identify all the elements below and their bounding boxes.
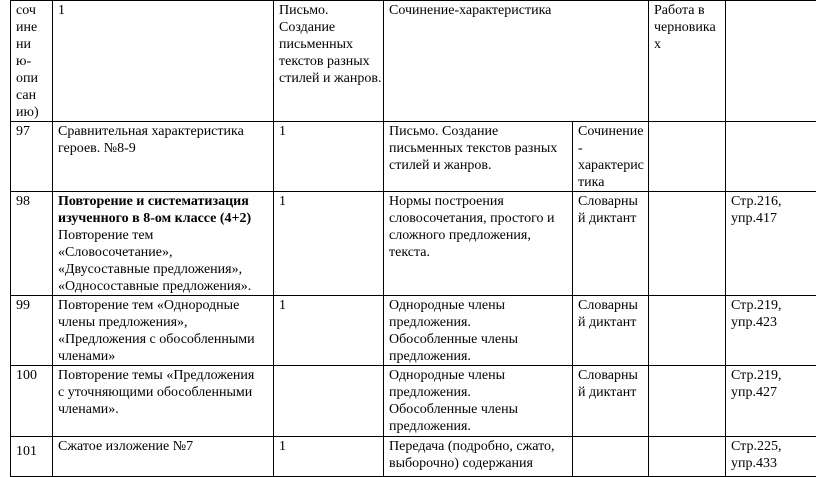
control-cell (573, 122, 649, 192)
cell-line: Повторение тем «Однородные (58, 297, 268, 314)
topic-cell (53, 437, 274, 477)
section-heading-line: изученного в 8-ом классе (4+2) (58, 210, 268, 227)
cell-line: предложения. (389, 314, 567, 331)
cell-line: соч (16, 2, 47, 19)
cell-line: характерис (578, 157, 643, 174)
cell-line: членами» (58, 348, 268, 365)
control-cell (573, 437, 649, 477)
lesson-number: 101 (16, 444, 37, 459)
cell-line: предложения. (389, 348, 567, 365)
cell-line: й диктант (578, 314, 643, 331)
content-cell (384, 122, 573, 192)
hours-cell (274, 192, 384, 296)
table-row (11, 1, 816, 122)
control-cell (649, 1, 726, 122)
cell-line: Стр.225, (731, 438, 815, 455)
lesson-number: 97 (16, 124, 30, 139)
cell-line: ине (16, 19, 47, 36)
hours-cell (274, 1, 384, 122)
cell-line: й диктант (578, 384, 643, 401)
cell-line: Нормы построения (389, 193, 567, 210)
table-row (11, 437, 816, 477)
table-row (11, 192, 816, 296)
cell-line: - (578, 140, 643, 157)
lesson-number-cell (11, 366, 53, 437)
cell-line: Словарны (578, 367, 643, 384)
topic-cell (53, 192, 274, 296)
cell-line: Стр.219, (731, 297, 815, 314)
lesson-plan-table (10, 0, 816, 477)
cell-line: Передача (подробно, сжато, (389, 438, 567, 455)
homework-cell (726, 366, 816, 437)
cell-line: черновика (654, 19, 720, 36)
cell-line: 1 (279, 123, 378, 140)
cell-line: Словарны (578, 297, 643, 314)
empty-cell (649, 437, 726, 477)
homework-cell (726, 296, 816, 366)
content-cell (384, 437, 573, 477)
empty-cell (649, 296, 726, 366)
cell-line: Обособленные члены (389, 401, 567, 418)
control-cell (573, 296, 649, 366)
topic-cell (53, 1, 274, 122)
cell-line: выборочно) содержания (389, 455, 567, 472)
cell-line: с уточняющими обособленными (58, 384, 268, 401)
content-cell (384, 1, 649, 122)
cell-line: предложения. (389, 384, 567, 401)
homework-cell (726, 122, 816, 192)
topic-cell (53, 296, 274, 366)
content-cell (384, 192, 573, 296)
cell-line: х (654, 36, 720, 53)
cell-line: й диктант (578, 210, 643, 227)
cell-line: упр.417 (731, 210, 815, 227)
control-cell (573, 192, 649, 296)
cell-line: ю- (16, 53, 47, 70)
lesson-number: 99 (16, 298, 30, 313)
cell-line: Стр.216, (731, 193, 815, 210)
hours-cell (274, 366, 384, 437)
cell-line: сложного предложения, (389, 227, 567, 244)
section-heading-line: Повторение и систематизация (58, 193, 268, 210)
cell-line: Повторение темы «Предложения (58, 367, 268, 384)
cell-line: Повторение тем (58, 227, 268, 244)
cell-line: Словарны (578, 193, 643, 210)
topic-cell (53, 366, 274, 437)
cell-line: опи (16, 70, 47, 87)
lesson-number-cell (11, 437, 53, 477)
lesson-number: 98 (16, 194, 30, 209)
cell-line: стилей и жанров. (389, 157, 567, 174)
cell-line: предложения. (389, 418, 567, 435)
hours-cell (274, 437, 384, 477)
cell-line: тика (578, 174, 643, 191)
cell-line: письменных (279, 36, 378, 53)
cell-line: «Односоставные предложения». (58, 278, 268, 295)
cell-line: сан (16, 87, 47, 104)
cell-line: Работа в (654, 2, 720, 19)
empty-cell (649, 366, 726, 437)
empty-cell (649, 122, 726, 192)
lesson-number-cell (11, 192, 53, 296)
hours-cell (274, 122, 384, 192)
cell-line: «Предложения с обособленными (58, 331, 268, 348)
empty-cell (649, 192, 726, 296)
control-cell (573, 366, 649, 437)
cell-line: ни (16, 36, 47, 53)
cell-line: письменных текстов разных (389, 140, 567, 157)
cell-line: 1 (279, 297, 378, 314)
cell-line: стилей и жанров. (279, 70, 378, 87)
lesson-number-cell (11, 1, 53, 122)
cell-line: «Словосочетание», (58, 244, 268, 261)
topic-cell (53, 122, 274, 192)
cell-line: Создание (279, 19, 378, 36)
cell-line: Сочинение-характеристика (389, 2, 643, 19)
homework-cell (726, 192, 816, 296)
cell-line: словосочетания, простого и (389, 210, 567, 227)
content-cell (384, 296, 573, 366)
lesson-number-cell (11, 296, 53, 366)
table-row (11, 366, 816, 437)
cell-line: 1 (58, 2, 268, 19)
homework-cell (726, 437, 816, 477)
cell-line: члены предложения», (58, 314, 268, 331)
content-cell (384, 366, 573, 437)
lesson-number: 100 (16, 368, 37, 383)
cell-line: упр.423 (731, 314, 815, 331)
cell-line: ию) (16, 104, 47, 121)
cell-line: Сочинение (578, 123, 643, 140)
lesson-number-cell (11, 122, 53, 192)
cell-line: Сравнительная характеристика (58, 123, 268, 140)
cell-line: Письмо. Создание (389, 123, 567, 140)
cell-line: Письмо. (279, 2, 378, 19)
table-row (11, 122, 816, 192)
homework-cell (726, 1, 816, 122)
cell-line: Сжатое изложение №7 (58, 438, 268, 455)
hours-cell (274, 296, 384, 366)
cell-line: Однородные члены (389, 367, 567, 384)
cell-line: Обособленные члены (389, 331, 567, 348)
table-row (11, 296, 816, 366)
cell-line: 1 (279, 193, 378, 210)
cell-line: «Двусоставные предложения», (58, 261, 268, 278)
cell-line: текстов разных (279, 53, 378, 70)
cell-line: членами». (58, 401, 268, 418)
cell-line: героев. №8-9 (58, 140, 268, 157)
cell-line: Стр.219, (731, 367, 815, 384)
cell-line: текста. (389, 244, 567, 261)
cell-line: 1 (279, 438, 378, 455)
cell-line: упр.427 (731, 384, 815, 401)
cell-line: Однородные члены (389, 297, 567, 314)
cell-line: упр.433 (731, 455, 815, 472)
